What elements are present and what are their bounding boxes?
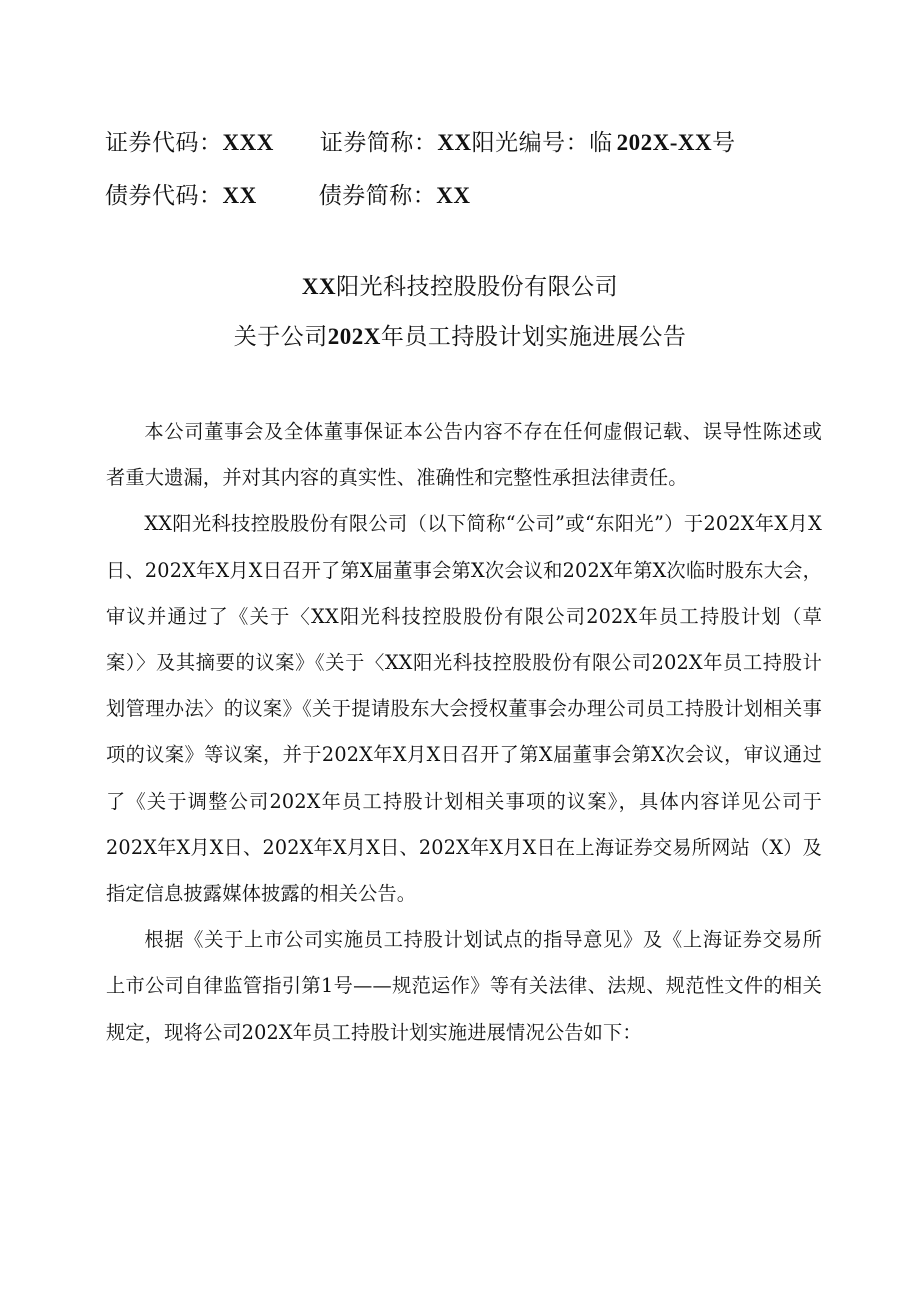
announcement-number-value: 202X-XX [616, 130, 713, 155]
announcement-title-year: 202X [327, 324, 381, 349]
announcement-title-prefix: 关于公司 [233, 324, 328, 350]
security-name-value: XX [437, 130, 472, 155]
security-code-value: XXX [222, 130, 274, 155]
paragraph-basis: 根据《关于上市公司实施员工持股计划试点的指导意见》及《上海证券交易所上市公司自律监管指引第1号——规范运作》等有关法律、法规、规范性文件的相关规定，现将公司202X年员工持股计划实施进展情况公告如下： [106, 928, 822, 1044]
bond-info-row [105, 177, 470, 210]
company-title-prefix: XX [301, 274, 337, 299]
paragraph-background: XX阳光科技控股股份有限公司（以下简称“公司”或“东阳光”）于202X年X月X日、202X年X月X日召开了第X届董事会第X次会议和202X年第X次临时股东大会，审议并通过了《关于〈XX阳光科技控股股份有限公司202X年员工持股计划（草案）〉及其摘要的议案》《关于〈XX阳光科技控股股份有限公司202X年员工持股计划管理办法〉的议案》《关于提请股东大会授权董事会办理公司员工持股计划相关事项的议案》等议案，并于202X年X月X日召开了第X届董事会第X次会议，审议通过了《关于调整公司202X年员工持股计划相关事项的议案》，具体内容详见公司于202X年X月X日、202X年X月X日、202X年X月X日在上海证券交易所网站（X）及指定信息披露媒体披露的相关公告。 [106, 512, 822, 906]
paragraph-statement: 本公司董事会及全体董事保证本公告内容不存在任何虚假记载、误导性陈述或者重大遗漏，并对其内容的真实性、准确性和完整性承担法律责任。 [106, 420, 822, 490]
bond-code-value: XX [222, 183, 257, 208]
company-title-name: 阳光科技控股股份有限公司 [336, 274, 619, 300]
bond-code-label: 债券代码： [105, 183, 223, 209]
company-title [0, 268, 920, 301]
security-info-row [105, 124, 736, 157]
bond-name-label: 债券简称： [318, 183, 437, 209]
announcement-title-rest: 年员工持股计划实施进展公告 [380, 324, 687, 350]
announcement-title [0, 318, 920, 351]
security-name-label: 证券简称： [319, 130, 438, 156]
announcement-body [106, 409, 822, 1056]
announcement-number-suffix: 号 [712, 130, 736, 156]
bond-name-value: XX [436, 183, 471, 208]
security-code-label: 证券代码： [105, 130, 223, 156]
announcement-number-label: 阳光编号：临 [471, 130, 613, 156]
